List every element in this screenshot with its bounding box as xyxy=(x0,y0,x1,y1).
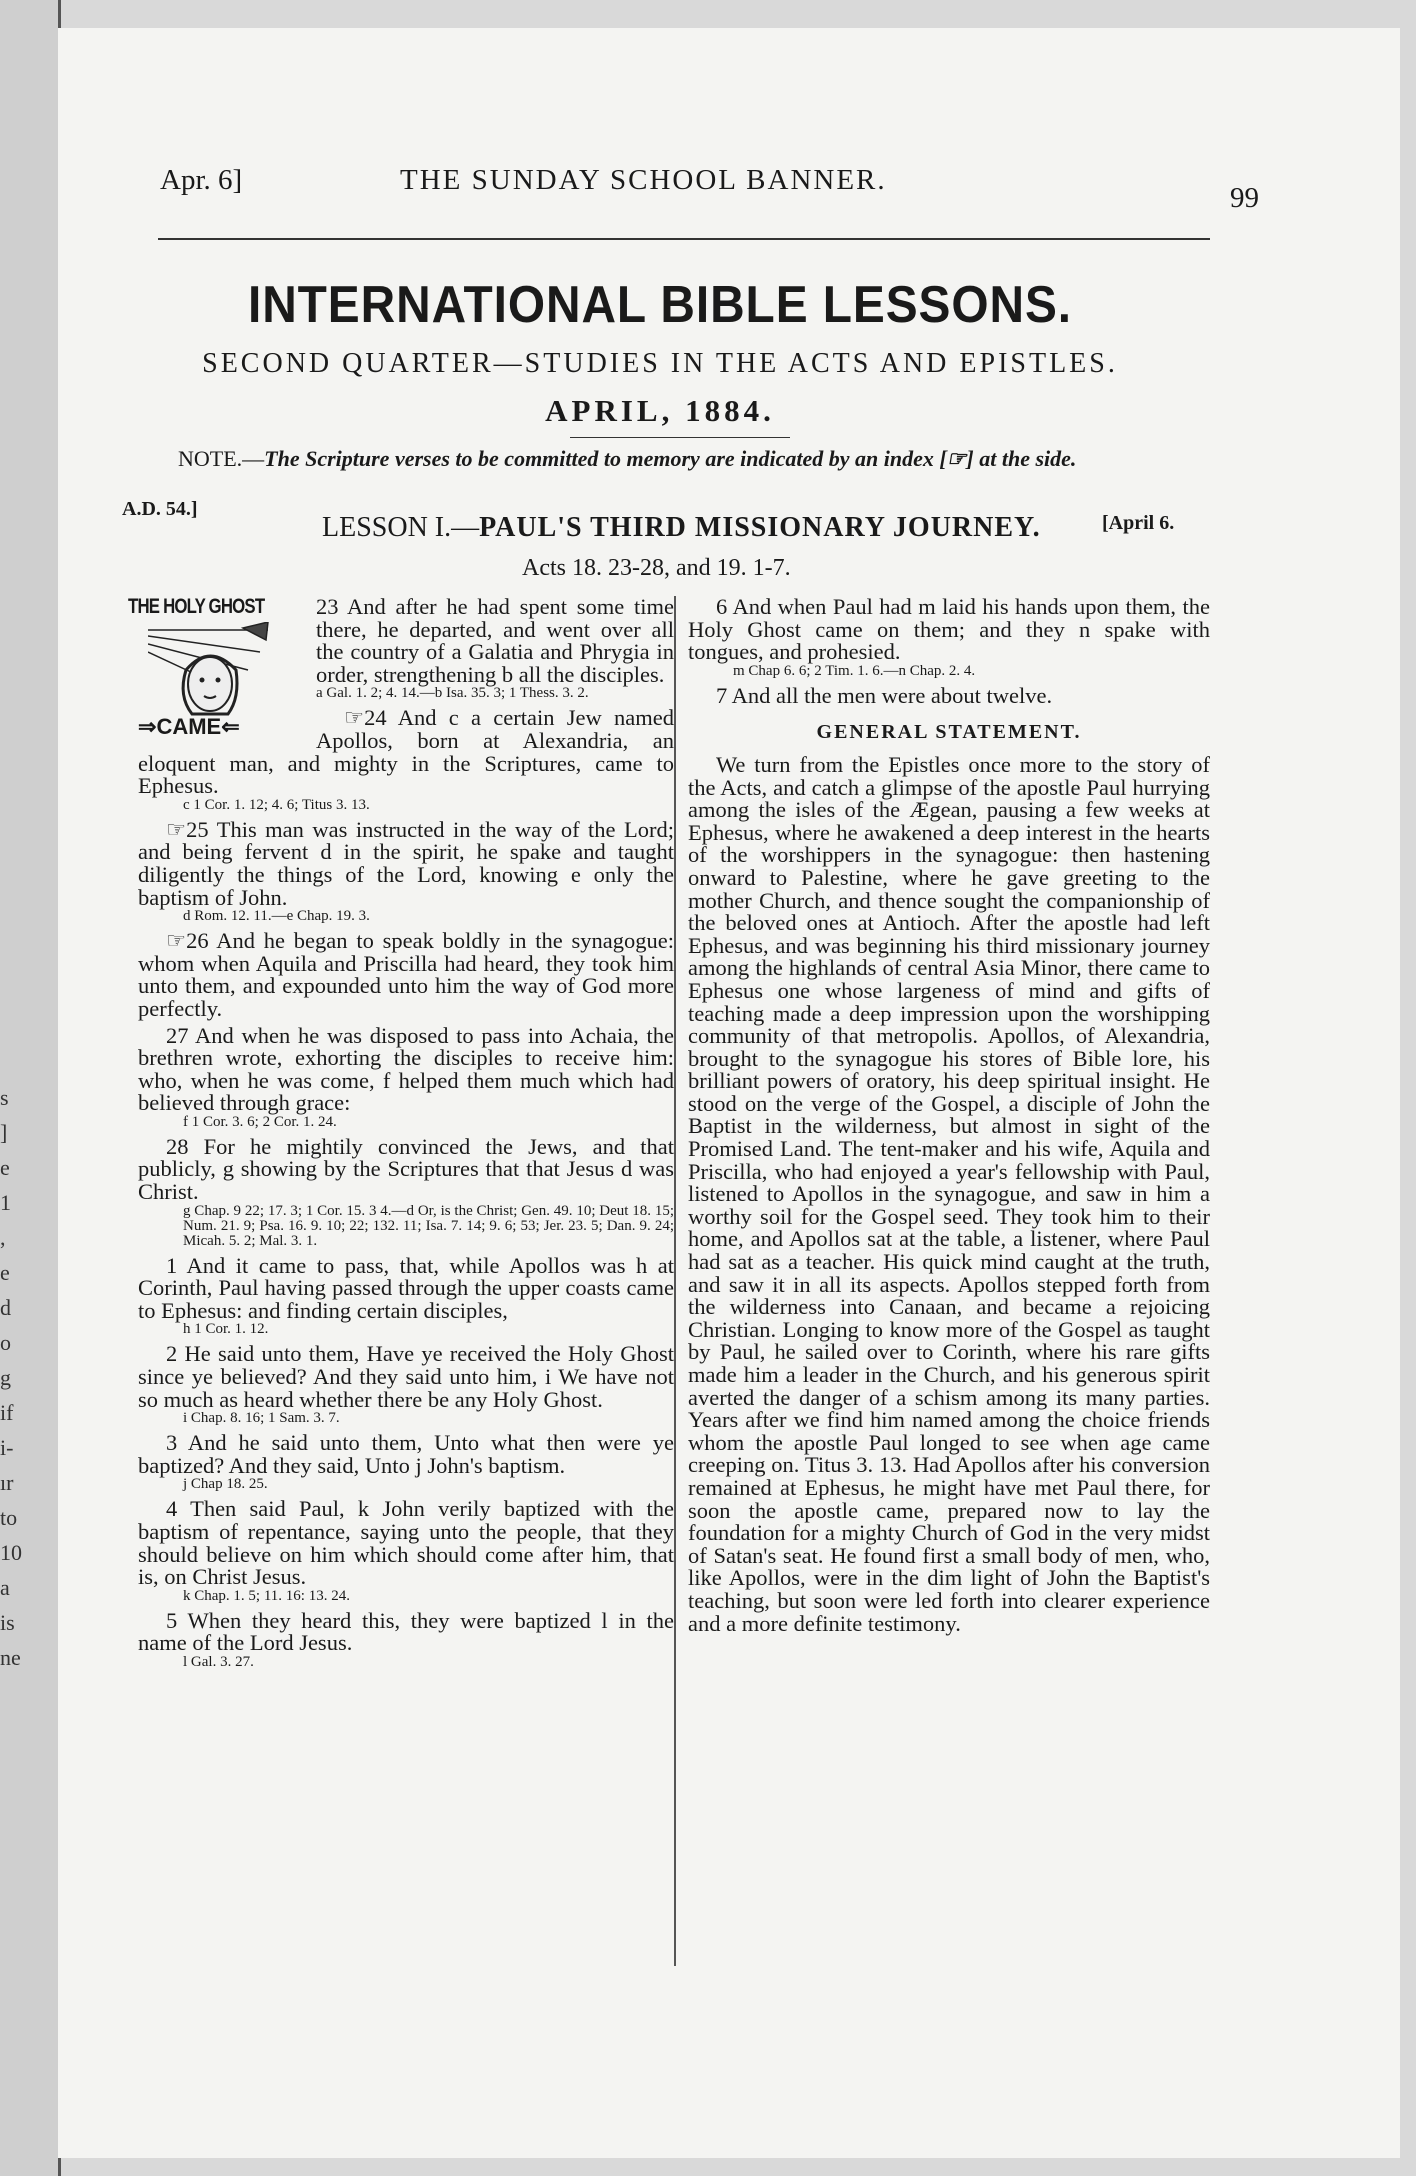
illustration-caption-bottom: ⇒CAME⇐ xyxy=(138,714,240,739)
edge-letter: a xyxy=(0,1575,10,1600)
edge-letter: i- xyxy=(0,1435,14,1460)
main-title: INTERNATIONAL BIBLE LESSONS. xyxy=(247,276,1073,334)
verse: 2 He said unto them, Have ye received the Holy Ghost since ye believed? And they said unto him, i We have not so much as heard whether there be any Holy Ghost. xyxy=(138,1341,674,1412)
edge-letter: is xyxy=(0,1610,15,1635)
verse-references: d Rom. 12. 11.—e Chap. 19. 3. xyxy=(183,908,370,925)
verse-references: h 1 Cor. 1. 12. xyxy=(183,1321,269,1338)
edge-letter: s xyxy=(0,1085,9,1110)
verse: 7 And all the men were about twelve. xyxy=(716,682,1053,708)
verse: 27 And when he was disposed to pass into Achaia, the brethren wrote, exhorting the disciples to receive him: who, when he was come, f helped them much which had believed through grace: xyxy=(138,1022,674,1116)
lesson-date: [April 6. xyxy=(1102,512,1175,534)
verse: ☞24 And c a certain Jew named Apollos, born at Alexandria, an eloquent man, and mighty in the Scriptures, came to Ephesus. xyxy=(138,705,674,799)
quarter-title: SECOND QUARTER—STUDIES IN THE ACTS AND EPISTLES. xyxy=(202,348,1118,379)
verse-references: l Gal. 3. 27. xyxy=(183,1653,254,1670)
lesson-year: A.D. 54.] xyxy=(122,498,198,520)
verse: 23 And after he had spent some time there, he departed, and went over all the country of a Galatia and Phrygia in order, strengthening b all the disciples. xyxy=(316,594,674,687)
holy-ghost-illustration xyxy=(128,596,306,746)
scripture-reference: Acts 18. 23-28, and 19. 1-7. xyxy=(522,555,791,581)
edge-letter: ] xyxy=(0,1120,8,1145)
verse: 3 And he said unto them, Unto what then were ye baptized? And they said, Unto j John's baptism. xyxy=(138,1430,674,1478)
note xyxy=(178,446,1218,472)
edge-letter: e xyxy=(0,1260,10,1285)
header-date: Apr. 6] xyxy=(160,164,243,196)
verse: 5 When they heard this, they were baptized l in the name of the Lord Jesus. xyxy=(138,1607,674,1656)
journal-title: THE SUNDAY SCHOOL BANNER. xyxy=(400,164,887,196)
general-statement-text: We turn from the Epistles once more to the story of the Acts, and catch a glimpse of the apostle Paul hurrying among the isles of the Ægean, pausing a few weeks at Ephesus, where he awakened a deep interest in the hearts of the worshippers in the synagogue: then hastening onward to Palestine, where he gave greeting to the mother Church, and thence sought the companionship of the beloved ones at Antioch. After the apostle had left Ephesus, and was beginning his third missionary journey among the highlands of central Asia Minor, there came to Ephesus one whose largeness of mind and gifts of teaching made a deep impression upon the worshipping community of that metropolis. Apollos, of Alexandria, brought to the synagogue his stores of Bible lore, his brilliant powers of oratory, his deep spiritual insight. He stood on the verge of the Gospel, a disciple of John the Baptist in the wilderness, but almost in sight of the Promised Land. The tent-maker and his wife, Aquila and Priscilla, who had enjoyed a year's fellowship with Paul, listened to Apollos in the synagogue, and saw in him a worthy soil for the Gospel seed. They took him to their home, and Apollos sat at the table, a listener, where Paul had sat as a teacher. His quick mind caught at the truth, and saw it in all its aspects. Apollos stepped forth from the wilderness into Canaan, and became a rejoicing Christian. Longing to know more of the Gospel as taught by Paul, he sailed over to Corinth, where his rare gifts made him a leader in the Church, and his generous spirit averted the danger of a schism among its many parties. Years after we find him named among the choice friends whom the apostle Paul longed to see when age came creeping on. Titus 3. 13. Had Apollos after his conversion remained at Ephesus, he might have met Paul there, for soon the apostle came, prepared now to lay the foundation for a mighty Church of God in the very midst of Satan's seat. He found first a small body of men, who, like Apollos, were in the dim light of John the Baptist's teaching, but soon were led forth into clearer experience and a more definite testimony. xyxy=(688,751,1210,1636)
edge-letter: ne xyxy=(0,1645,21,1670)
verse-references: i Chap. 8. 16; 1 Sam. 3. 7. xyxy=(183,1410,340,1427)
edge-letter: to xyxy=(0,1505,18,1530)
edge-letter: , xyxy=(0,1225,6,1250)
book-spine xyxy=(0,0,61,2176)
edge-letter: g xyxy=(0,1365,11,1390)
verse-references: f 1 Cor. 3. 6; 2 Cor. 1. 24. xyxy=(183,1113,337,1130)
verse: 1 And it came to pass, that, while Apollos was h at Corinth, Paul having passed through the upper coasts came to Ephesus: and finding certain disciples, xyxy=(138,1252,674,1323)
note-text: The Scripture verses to be committed to memory are indicated by an index [☞] at the side. xyxy=(264,446,1077,471)
edge-letter: 10 xyxy=(0,1540,22,1565)
running-header xyxy=(100,160,1259,214)
illustration-caption-top: THE HOLY GHOST xyxy=(128,595,265,618)
verse-references: c 1 Cor. 1. 12; 4. 6; Titus 3. 13. xyxy=(183,796,370,813)
verse: ☞25 This man was instructed in the way of the Lord; and being fervent d in the spirit, he spake and taught diligently the things of the Lord, knowing e only the baptism of John. xyxy=(138,816,674,910)
header-rule xyxy=(158,238,1210,240)
verse-references: k Chap. 1. 5; 11. 16: 13. 24. xyxy=(183,1587,350,1604)
verse-references: a Gal. 1. 2; 4. 14.—b Isa. 35. 3; 1 Thess. 3. 2. xyxy=(316,685,589,702)
verse: 6 And when Paul had m laid his hands upon them, the Holy Ghost came on them; and they n spake with tongues, and prohesied. xyxy=(688,594,1210,665)
verse-references: j Chap 18. 25. xyxy=(183,1476,268,1493)
column-divider xyxy=(674,596,676,1966)
dove-face-icon xyxy=(148,622,288,718)
lesson-heading xyxy=(322,512,1041,544)
edge-letter: o xyxy=(0,1330,11,1355)
note-label: NOTE.— xyxy=(178,446,265,471)
lesson-prefix: LESSON I.— xyxy=(322,512,480,543)
right-column xyxy=(688,596,1210,1635)
lesson-title: PAUL'S THIRD MISSIONARY JOURNEY. xyxy=(479,512,1041,543)
verse: ☞26 And he began to speak boldly in the synagogue: whom when Aquila and Priscilla had heard, they took him unto them, and expounded unto him the way of God more perfectly. xyxy=(138,928,674,1021)
page-number: 99 xyxy=(1230,182,1259,214)
edge-letter: ır xyxy=(0,1470,14,1495)
title-rule xyxy=(570,437,790,438)
edge-letter: e xyxy=(0,1155,10,1180)
verse-references: g Chap. 9 22; 17. 3; 1 Cor. 15. 3 4.—d Or, is the Christ; Gen. 49. 10; Deut 18. 15; Num. 21. 9; Psa. 16. 9. 10; 22; 132. 11; Isa. 7. 14; 9. 6; 53; Jer. 23. 5; Dan. 9. 24; Micah. 5. 2; Mal. 3. 1. xyxy=(183,1202,674,1249)
edge-letter: 1 xyxy=(0,1190,11,1215)
verse-references: m Chap 6. 6; 2 Tim. 1. 6.—n Chap. 2. 4. xyxy=(733,662,976,679)
month-title: APRIL, 1884. xyxy=(545,393,775,428)
general-statement-heading: GENERAL STATEMENT. xyxy=(816,721,1082,744)
facing-page-edge xyxy=(0,1080,20,1675)
edge-letter: if xyxy=(0,1400,14,1425)
left-column xyxy=(128,594,674,1676)
verse: 4 Then said Paul, k John verily baptized with the baptism of repentance, saying unto the people, that they should believe on him which should come after him, that is, on Christ Jesus. xyxy=(138,1496,674,1590)
edge-letter: d xyxy=(0,1295,11,1320)
verse: 28 For he mightily convinced the Jews, and that publicly, g showing by the Scriptures that that Jesus d was Christ. xyxy=(138,1133,674,1205)
